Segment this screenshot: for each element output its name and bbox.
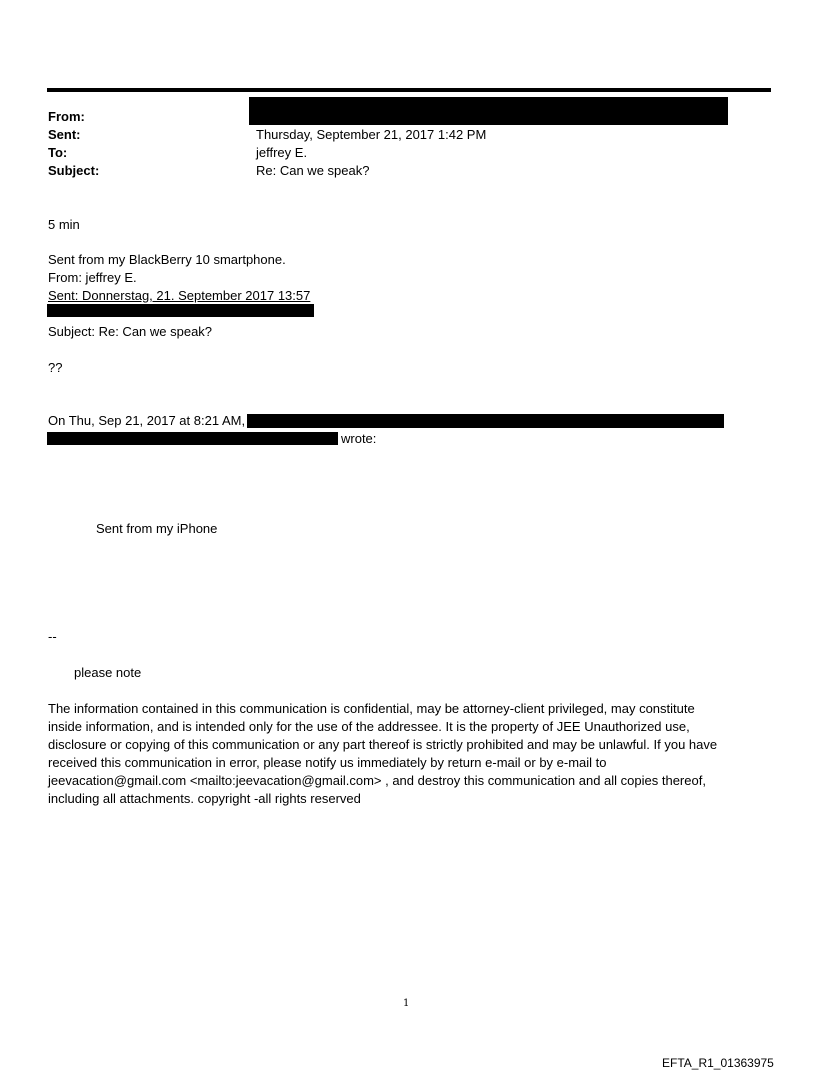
disclaimer-line: disclosure or copying of this communication or any part thereof is strictly prohibited and may be unlawful. If you have: [48, 737, 718, 752]
sent-label: Sent:: [48, 127, 81, 142]
iphone-signature: Sent from my iPhone: [96, 521, 218, 536]
redaction-from: [249, 97, 728, 125]
subject-value: Re: Can we speak?: [256, 163, 370, 178]
wrote-text: wrote:: [341, 431, 377, 446]
redaction-to: [47, 304, 314, 317]
to-value: jeffrey E.: [256, 145, 308, 160]
quoted-subject: Subject: Re: Can we speak?: [48, 324, 213, 339]
on-date-line: On Thu, Sep 21, 2017 at 8:21 AM,: [48, 413, 246, 428]
to-label: To:: [48, 145, 68, 160]
body-line-5min: 5 min: [48, 217, 80, 232]
redaction-sender-name: [247, 414, 724, 428]
blackberry-signature: Sent from my BlackBerry 10 smartphone.: [48, 252, 286, 267]
disclaimer-line: jeevacation@gmail.com <mailto:jeevacation@gmail.com> , and destroy this communication and all copies thereof,: [48, 773, 706, 788]
quoted-from: From: jeffrey E.: [48, 270, 137, 285]
quoted-sent: Sent: Donnerstag, 21. September 2017 13:57: [48, 288, 311, 303]
page-number: 1: [403, 998, 410, 1009]
disclaimer-line: received this communication in error, please notify us immediately by return e-mail or by e-mail to: [48, 755, 607, 770]
separator-dashes: --: [48, 629, 57, 644]
disclaimer-line: The information contained in this communication is confidential, may be attorney-client privileged, may constitute: [48, 701, 695, 716]
from-label: From:: [48, 109, 85, 124]
disclaimer-paragraph: [48, 700, 768, 808]
header-rule: [47, 88, 771, 92]
note-heading: please note: [74, 665, 142, 680]
redaction-sender-email: [47, 432, 338, 445]
sent-value: Thursday, September 21, 2017 1:42 PM: [256, 127, 487, 142]
disclaimer-line: including all attachments. copyright -all rights reserved: [48, 791, 361, 806]
quoted-question-marks: ??: [48, 360, 63, 375]
disclaimer-line: inside information, and is intended only for the use of the addressee. It is the property of JEE Unauthorized use,: [48, 719, 690, 734]
subject-label: Subject:: [48, 163, 100, 178]
document-id: EFTA_R1_01363975: [662, 1056, 774, 1070]
